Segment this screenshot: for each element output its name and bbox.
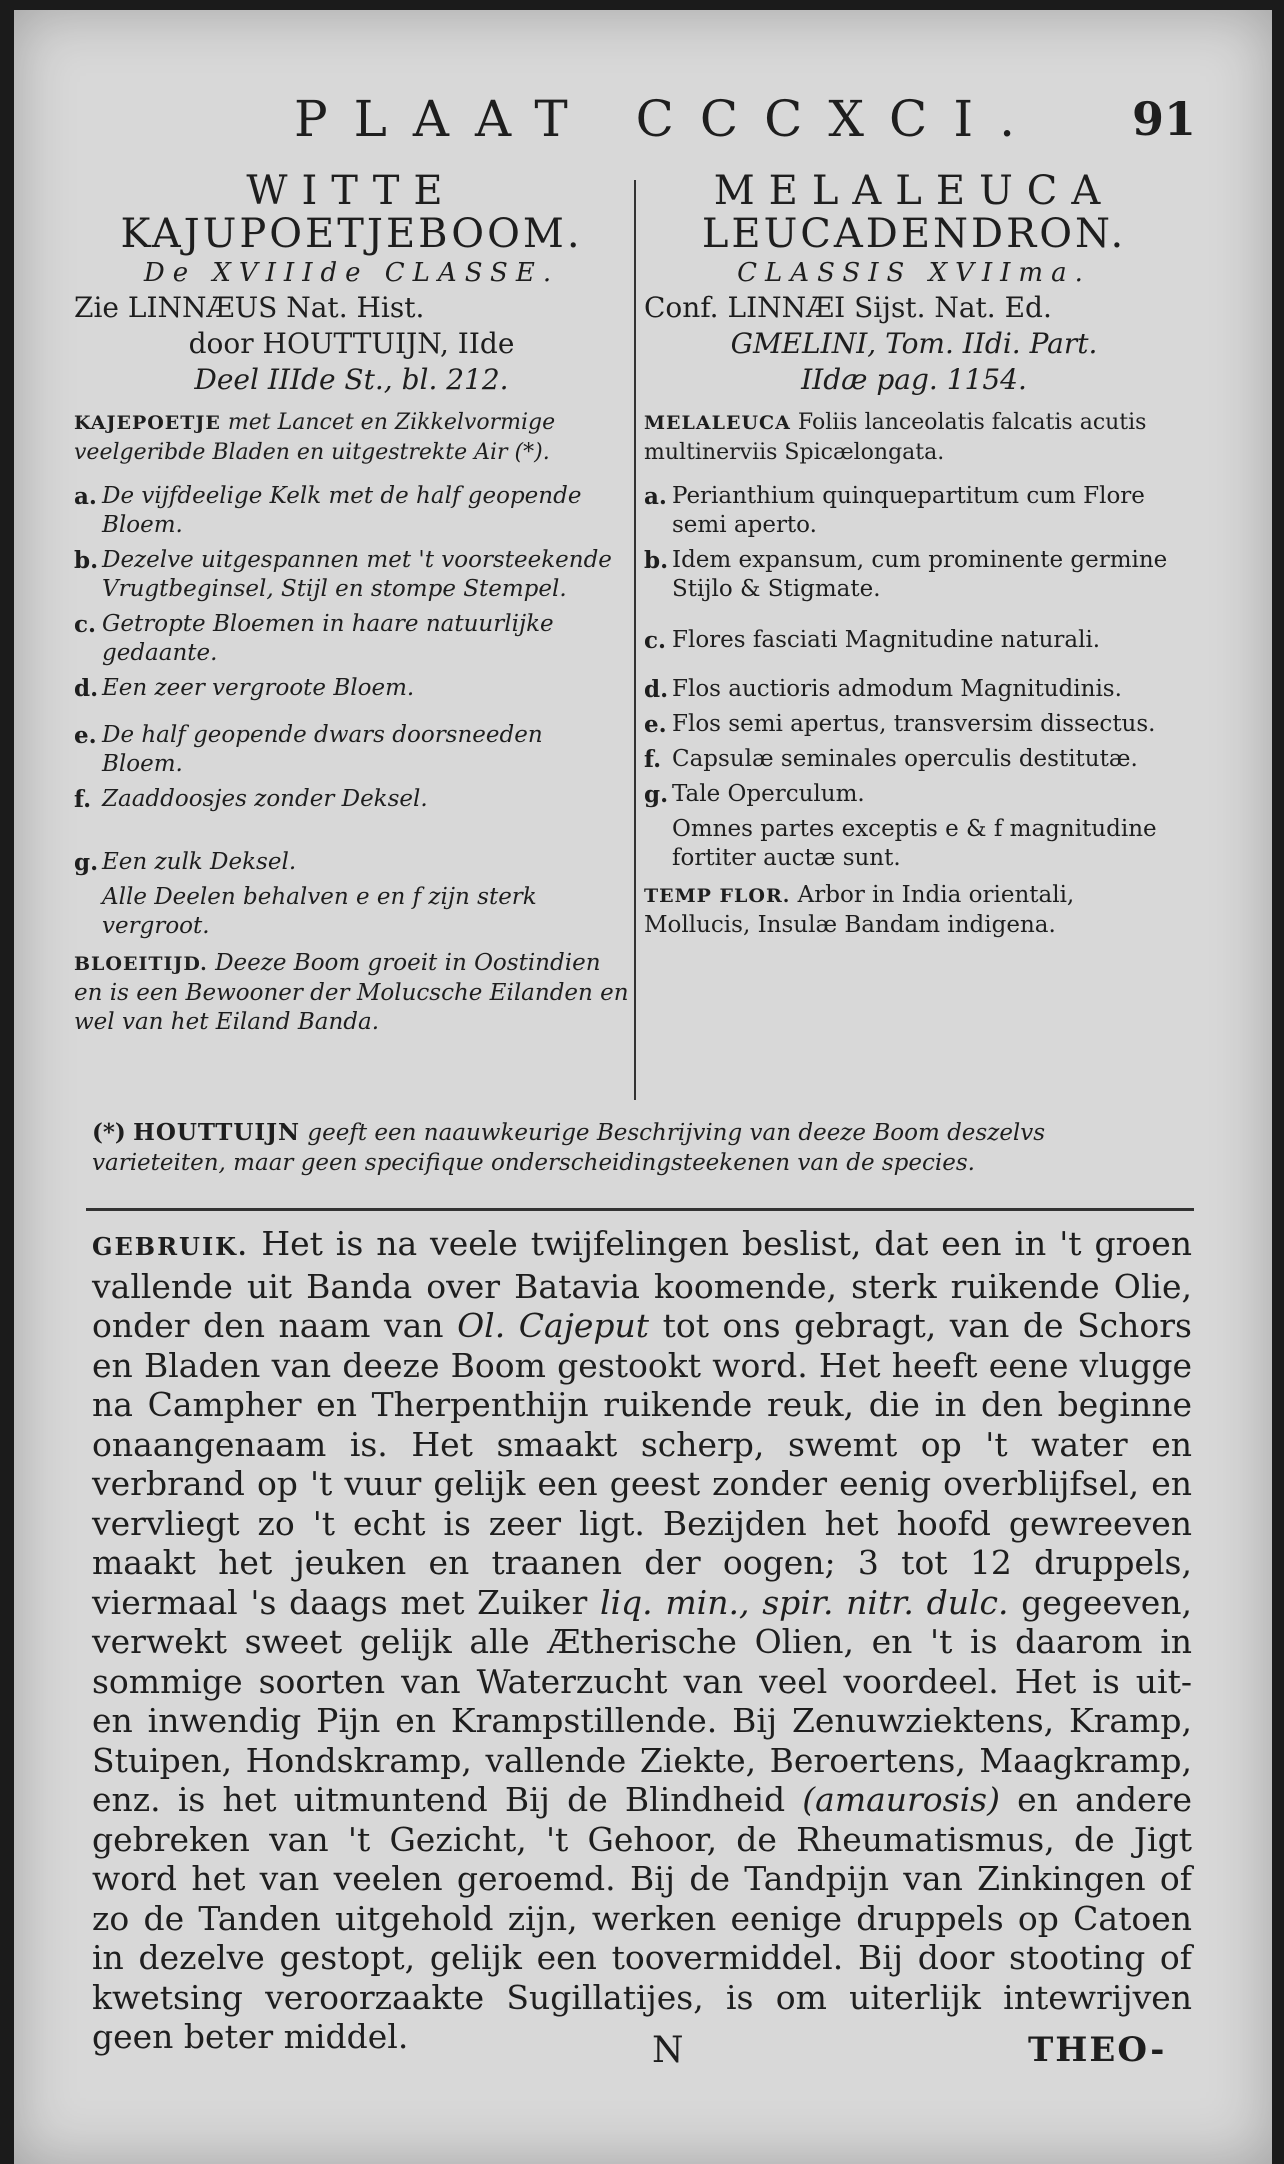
- dutch-title-line2: KAJUPOETJEBOOM.: [120, 211, 583, 257]
- item-key: c.: [644, 627, 667, 654]
- dutch-desc-head: KAJEPOETJE: [74, 412, 221, 434]
- usage-liquor: liq. min., spir. nitr. dulc.: [599, 1582, 1009, 1622]
- item-key: g.: [644, 781, 669, 808]
- latin-title-line1: MELALEUCA: [713, 168, 1115, 214]
- usage-paragraph: [92, 1224, 1192, 2057]
- usage-text-3: gegeeven, verwekt sweet gelijk alle Ætherische Olien, en 't is daarom in sommige soorten van Waterzucht van veel voordeel. Het is uit- en inwendig Pijn en Krampstillende. Bij Zenuwziektens, Kramp, Stuipen, Hondskramp, vallende Ziekte, Beroertens, Maagkramp, enz. is het uitmuntend Bij de Blindheid: [92, 1582, 1192, 1819]
- usage-text-1: Het is na veele twijfelingen beslist, dat een in 't groen vallende uit Banda over Batavia koomende, sterk ruikende Olie, onder den naam van: [92, 1224, 1192, 1345]
- item-text: Idem expansum, cum prominente germine Stijlo & Stigmate.: [672, 547, 1168, 602]
- latin-ref-line3: IIdæ pag. 1154.: [801, 363, 1027, 396]
- item-text: Dezelve uitgespannen met 't voorsteekende Vrugtbeginsel, Stijl en stompe Stempel.: [102, 547, 612, 602]
- dutch-class-line: De XVIIIde CLASSE.: [143, 258, 560, 288]
- list-item: [644, 675, 1184, 704]
- dutch-desc-text: met Lancet en Zikkelvormige veelgeribde Bladen en uitgestrekte Air (*).: [74, 410, 556, 465]
- list-item: [74, 721, 629, 779]
- section-rule: [86, 1208, 1194, 1211]
- latin-desc-text: Foliis lanceolatis falcatis acutis multinerviis Spicælongata.: [644, 410, 1147, 465]
- usage-text-2: tot ons gebragt, van de Schors en Bladen van deeze Boom gestookt word. Het heeft eene vlugge na Campher en Therpenthijn ruikende reuk, die in den beginne onaangenaam is. Het smaakt scherp, swemt op 't water en verbrand op 't vuur gelijk een geest zonder eenig overblijfsel, en vervliegt zo 't echt is zeer ligt. Bezijden het hoofd gewreeven maakt het jeuken en traanen der oogen; 3 tot 12 druppels, viermaal 's daags met Zuiker: [92, 1306, 1192, 1622]
- latin-description: [644, 408, 1184, 468]
- usage-text-4: en andere gebreken van 't Gezicht, 't Gehoor, de Rheumatismus, de Jigt word het van veelen geroemd. Bij de Tandpijn van Zinkingen of zo de Tanden uitgehold zijn, werken eenige druppels op Catoen in dezelve gestopt, gelijk een toovermiddel. Bij door stooting of kwetsing veroorzaakte Sugillatijes, is om uiterlijk intewrijven geen beter middel.: [92, 1780, 1192, 2056]
- dutch-flowering: [74, 949, 629, 1037]
- list-item: [74, 546, 629, 604]
- signature-mark: N: [652, 2030, 684, 2071]
- latin-class-line: CLASSIS XVIIma.: [737, 258, 1091, 288]
- item-text: Tale Operculum.: [672, 781, 865, 807]
- item-text: Een zulk Deksel.: [102, 849, 297, 875]
- list-item: [644, 815, 1184, 873]
- footnote-text: geeft een naauwkeurige Beschrijving van deeze Boom deszelvs varieteiten, maar geen specifique onderscheidingsteekenen van de species.: [92, 1120, 1046, 1176]
- list-item: [644, 546, 1184, 604]
- plate-title: PLAAT CCCXCI.: [294, 90, 1041, 148]
- item-text: Getropte Bloemen in haare natuurlijke gedaante.: [102, 611, 554, 666]
- item-key: d.: [74, 675, 99, 702]
- item-text: Capsulæ seminales operculis destitutæ.: [672, 746, 1138, 772]
- page-footer: [14, 2030, 1272, 2080]
- catchword: THEO-: [1028, 2030, 1167, 2070]
- item-key: [644, 815, 672, 873]
- latin-flowering: [644, 881, 1184, 940]
- item-key: a.: [644, 483, 667, 510]
- list-item: [644, 745, 1184, 774]
- list-item: [74, 883, 629, 941]
- dutch-ref-line3: Deel IIIde St., bl. 212.: [194, 363, 509, 396]
- item-key: g.: [74, 849, 99, 876]
- item-key: e.: [644, 711, 667, 738]
- item-text: Alle Deelen behalven e en f zijn sterk vergroot.: [102, 884, 537, 939]
- item-key: c.: [74, 611, 97, 638]
- list-item: [74, 848, 629, 877]
- item-key: d.: [644, 676, 669, 703]
- footnote-mark: (*): [92, 1119, 126, 1146]
- list-item: [74, 482, 629, 540]
- page-header: [14, 90, 1272, 150]
- list-item: [74, 674, 629, 703]
- latin-figure-list: [644, 482, 1184, 873]
- page-number: 91: [1131, 92, 1196, 146]
- dutch-column: [74, 170, 629, 1037]
- column-divider: [634, 180, 636, 1100]
- latin-ref-line2: GMELINI, Tom. IIdi. Part.: [730, 327, 1098, 360]
- list-item: [644, 626, 1184, 655]
- dutch-figure-list: [74, 482, 629, 941]
- item-key: f.: [644, 746, 662, 773]
- item-key: b.: [644, 547, 669, 574]
- dutch-ref-line2: door HOUTTUIJN, IIde: [188, 327, 515, 360]
- book-page: [14, 10, 1272, 2164]
- list-item: [644, 710, 1184, 739]
- item-text: Perianthium quinquepartitum cum Flore semi aperto.: [672, 483, 1145, 538]
- item-key: a.: [74, 483, 97, 510]
- list-item: [74, 610, 629, 668]
- list-item: [644, 780, 1184, 809]
- item-text: Zaaddoosjes zonder Deksel.: [102, 786, 428, 812]
- item-key: b.: [74, 547, 99, 574]
- usage-head: GEBRUIK.: [92, 1232, 249, 1261]
- latin-flowering-head: TEMP FLOR.: [644, 885, 791, 907]
- latin-title-line2: LEUCADENDRON.: [701, 211, 1127, 257]
- dutch-ref-line1: Zie LINNÆUS Nat. Hist.: [74, 291, 425, 324]
- latin-ref-line1: Conf. LINNÆI Sijst. Nat. Ed.: [644, 291, 1052, 324]
- list-item: [644, 482, 1184, 540]
- footnote-author: HOUTTUIJN: [133, 1119, 301, 1146]
- item-text: Omnes partes exceptis e & f magnitudine fortiter auctæ sunt.: [672, 816, 1157, 871]
- dutch-flowering-head: BLOEITIJD.: [74, 953, 208, 975]
- usage-amaurosis: (amaurosis): [802, 1780, 1000, 1819]
- usage-oil-name: Ol. Cajeput: [457, 1306, 650, 1345]
- latin-desc-head: MELALEUCA: [644, 412, 791, 434]
- dutch-description: [74, 408, 629, 468]
- dutch-title-line1: WITTE: [246, 168, 457, 214]
- item-key: f.: [74, 786, 92, 813]
- list-item: [74, 785, 629, 814]
- item-text: Een zeer vergroote Bloem.: [102, 675, 415, 701]
- footnote: [92, 1118, 1182, 1178]
- item-key: [74, 883, 102, 941]
- item-text: De vijfdeelige Kelk met de half geopende Bloem.: [102, 483, 582, 538]
- item-text: Flores fasciati Magnitudine naturali.: [672, 627, 1101, 653]
- latin-flowering-text: Arbor in India orientali, Mollucis, Insulæ Bandam indigena.: [644, 882, 1075, 938]
- item-key: e.: [74, 722, 97, 749]
- dutch-flowering-text: Deeze Boom groeit in Oostindien en is een Bewooner der Molucsche Eilanden en wel van het Eiland Banda.: [74, 950, 629, 1035]
- item-text: De half geopende dwars doorsneeden Bloem.: [102, 722, 543, 777]
- latin-column: [644, 170, 1184, 940]
- item-text: Flos auctioris admodum Magnitudinis.: [672, 676, 1122, 702]
- item-text: Flos semi apertus, transversim dissectus.: [672, 711, 1156, 737]
